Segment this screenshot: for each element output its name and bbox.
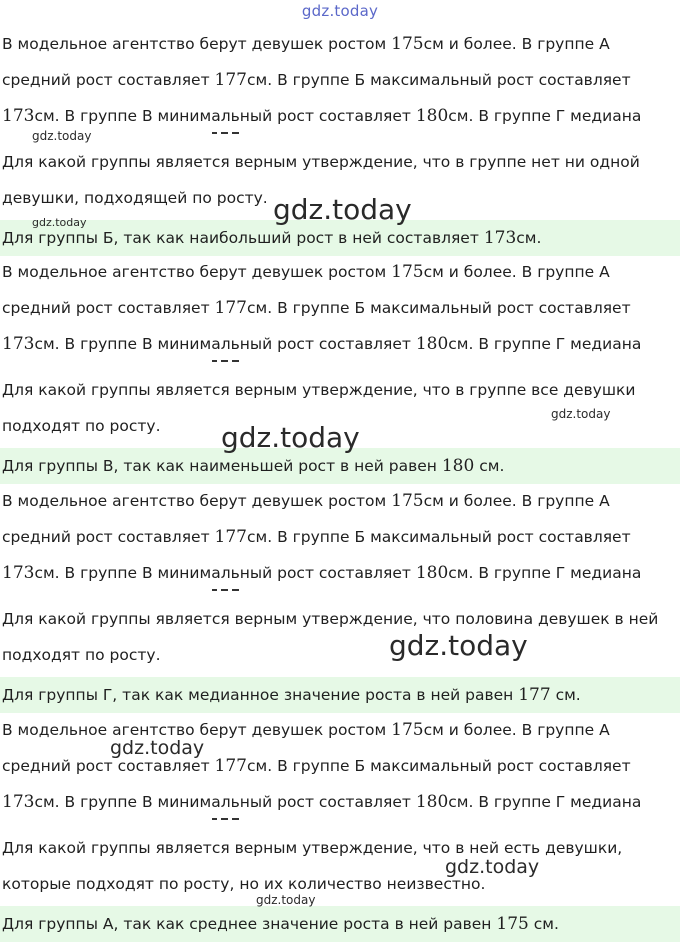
problem-line: В модельное агентство берут девушек ростом 175см и более. В группе А bbox=[2, 34, 610, 54]
clipped-formula-line bbox=[212, 817, 242, 821]
watermark: gdz.today bbox=[273, 193, 412, 226]
problem-line: средний рост составляет 177см. В группе Б максимальный рост составляет bbox=[2, 756, 631, 776]
site-logo[interactable]: gdz.today bbox=[301, 2, 379, 20]
problem-line: средний рост составляет 177см. В группе Б максимальный рост составляет bbox=[2, 527, 631, 547]
problem-line: В модельное агентство берут девушек ростом 175см и более. В группе А bbox=[2, 262, 610, 282]
problem-line: В модельное агентство берут девушек ростом 175см и более. В группе А bbox=[2, 720, 610, 740]
question-line: которые подходят по росту, но их количество неизвестно. bbox=[2, 875, 486, 893]
question-line: Для какой группы является верным утверждение, что в ней есть девушки, bbox=[2, 839, 623, 857]
watermark: gdz.today bbox=[445, 856, 540, 878]
problem-line: 173см. В группе В минимальный рост составляет 180см. В группе Г медиана bbox=[2, 334, 642, 354]
answer-box: Для группы Г, так как медианное значение роста в ней равен 177 см. bbox=[0, 677, 680, 713]
clipped-formula-line bbox=[212, 359, 242, 363]
watermark: gdz.today bbox=[221, 421, 360, 454]
question-line: Для какой группы является верным утверждение, что в группе нет ни одной bbox=[2, 153, 640, 171]
problem-line: средний рост составляет 177см. В группе Б максимальный рост составляет bbox=[2, 70, 631, 90]
watermark: gdz.today bbox=[32, 129, 92, 143]
watermark: gdz.today bbox=[389, 629, 528, 662]
question-line: Для какой группы является верным утверждение, что в группе все девушки bbox=[2, 381, 636, 399]
watermark: gdz.today bbox=[551, 407, 611, 421]
problem-line: 173см. В группе В минимальный рост составляет 180см. В группе Г медиана bbox=[2, 792, 642, 812]
question-line: Для какой группы является верным утверждение, что половина девушек в ней bbox=[2, 610, 659, 628]
problem-line: средний рост составляет 177см. В группе Б максимальный рост составляет bbox=[2, 298, 631, 318]
problem-line: 173см. В группе В минимальный рост составляет 180см. В группе Г медиана bbox=[2, 106, 642, 126]
question-line: подходят по росту. bbox=[2, 646, 161, 664]
problem-line: В модельное агентство берут девушек ростом 175см и более. В группе А bbox=[2, 491, 610, 511]
answer-box: Для группы Б, так как наибольший рост в ней составляет 173см. bbox=[0, 220, 680, 256]
answer-box: Для группы А, так как среднее значение роста в ней равен 175 см. bbox=[0, 906, 680, 942]
clipped-formula-line bbox=[212, 588, 242, 592]
question-line: девушки, подходящей по росту. bbox=[2, 189, 268, 207]
watermark: gdz.today bbox=[110, 737, 205, 759]
answer-box: Для группы В, так как наименьшей рост в ней равен 180 см. bbox=[0, 448, 680, 484]
watermark: gdz.today bbox=[32, 216, 87, 229]
question-line: подходят по росту. bbox=[2, 417, 161, 435]
clipped-formula-line bbox=[212, 131, 242, 135]
watermark: gdz.today bbox=[256, 893, 316, 907]
problem-line: 173см. В группе В минимальный рост составляет 180см. В группе Г медиана bbox=[2, 563, 642, 583]
